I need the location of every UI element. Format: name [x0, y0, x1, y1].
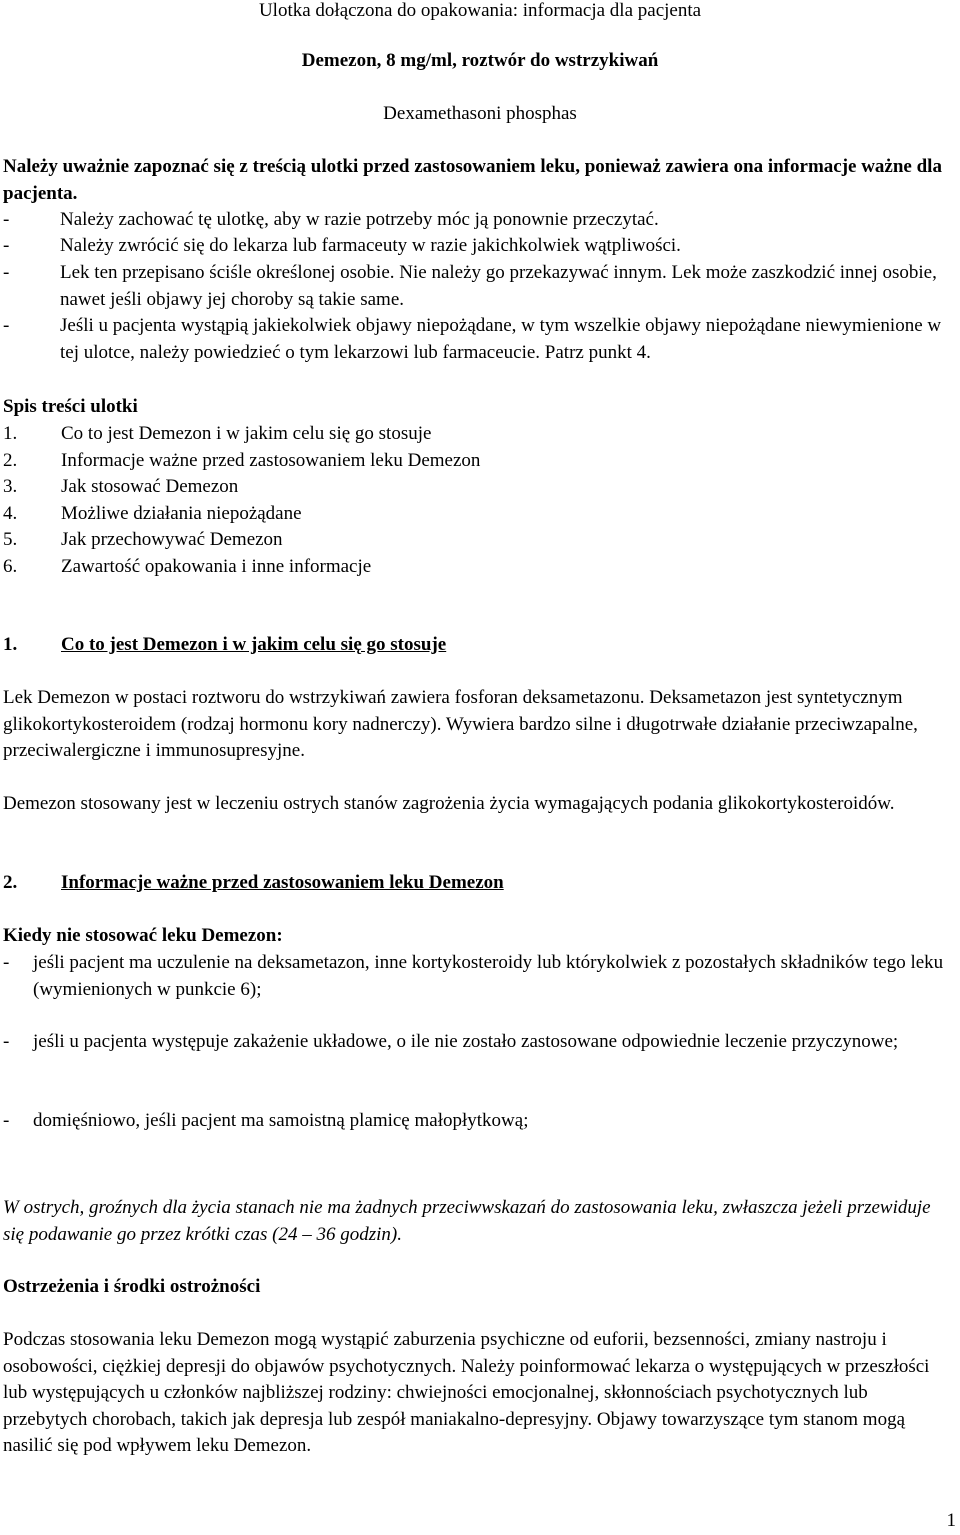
toc-item-number: 3.	[3, 476, 18, 497]
italic-note: W ostrych, groźnych dla życia stanach nie ma żadnych przeciwwskazań do zastosowania leku, zwłaszcza jeżeli przewiduje się podawanie go przez krótki czas (24 – 36 godzin).	[3, 1197, 931, 1245]
toc-item-label: Możliwe działania niepożądane	[61, 502, 302, 524]
toc-item-number: 5.	[3, 529, 18, 550]
toc-item-label: Zawartość opakowania i inne informacje	[61, 555, 372, 577]
section-number: 2.	[3, 872, 18, 893]
toc-item-label: Jak stosować Demezon	[61, 476, 239, 497]
intro-bullet-1	[3, 207, 959, 234]
toc-item-number: 2.	[3, 449, 18, 471]
toc-item[interactable]	[3, 474, 480, 501]
dash-marker: -	[3, 315, 10, 336]
product-name: Demezon, 8 mg/ml, roztwór do wstrzykiwań	[301, 50, 659, 71]
toc-item[interactable]	[3, 448, 480, 475]
dash-marker: -	[3, 262, 10, 283]
section-title: Informacje ważne przed zastosowaniem leku Demezon	[61, 872, 504, 893]
contraindication-text: jeśli u pacjenta występuje zakażenie układowe, o ile nie zostało zastosowane odpowiednie leczenie przyczynowe;	[33, 1031, 899, 1052]
warnings-paragraph: Podczas stosowania leku Demezon mogą wystąpić zaburzenia psychiczne od euforii, bezsenności, zmiany nastroju i osobowości, ciężkiej depresji do objawów psychotycznych. Należy poinformować lekarza o występujących w przeszłości lub występujących u członków najbliższej rodziny: chwiejności emocjonalnej, skłonnościach psychotycznych lub przebytych chorobach, takich jak depresja lub zespół maniakalno-depresyjny. Objawy towarzyszące tym stanom mogą nasilić się pod wpływem leku Demezon.	[3, 1329, 930, 1456]
section-1-heading	[3, 632, 446, 659]
section-title: Co to jest Demezon i w jakim celu się go stosuje	[61, 634, 447, 655]
toc-item-label: Co to jest Demezon i w jakim celu się go stosuje	[61, 423, 432, 444]
dash-marker: -	[3, 235, 10, 256]
section-2-heading	[3, 870, 504, 897]
contraindications-title: Kiedy nie stosować leku Demezon:	[3, 925, 283, 946]
toc-item[interactable]	[3, 527, 480, 554]
page-number: 1	[946, 1510, 956, 1531]
intro-bullet-2	[3, 233, 959, 260]
intro-bullet-text: Należy zwrócić się do lekarza lub farmaceuty w razie jakichkolwiek wątpliwości.	[60, 235, 681, 256]
toc-item-number: 4.	[3, 502, 18, 524]
active-substance: Dexamethasoni phosphas	[383, 103, 577, 124]
toc-item[interactable]	[3, 501, 480, 528]
intro-lead: Należy uważnie zapoznać się z treścią ulotki przed zastosowaniem leku, ponieważ zawiera ona informacje ważne dla pacjenta.	[3, 156, 942, 204]
contraindication-1	[3, 950, 959, 1003]
toc-item[interactable]	[3, 554, 480, 581]
warnings-title: Ostrzeżenia i środki ostrożności	[3, 1276, 261, 1297]
leaflet-title: Ulotka dołączona do opakowania: informacja dla pacjenta	[258, 0, 702, 21]
intro-bullet-text: Należy zachować tę ulotkę, aby w razie potrzeby móc ją ponownie przeczytać.	[60, 209, 659, 230]
contraindication-text: domięśniowo, jeśli pacjent ma samoistną plamicę małopłytkową;	[33, 1110, 529, 1131]
contraindication-text: jeśli pacjent ma uczulenie na deksametazon, inne kortykosteroidy lub którykolwiek z pozostałych składników tego leku (wymienionych w punkcie 6);	[33, 952, 944, 1000]
section-1-para-2: Demezon stosowany jest w leczeniu ostrych stanów zagrożenia życia wymagających podania glikokortykosteroidów.	[3, 793, 895, 814]
intro-bullet-text: Jeśli u pacjenta wystąpią jakiekolwiek objawy niepożądane, w tym wszelkie objawy niepożądane niewymienione w tej ulotce, należy powiedzieć o tym lekarzowi lub farmaceucie. Patrz punkt 4.	[60, 315, 942, 363]
toc-item-label: Informacje ważne przed zastosowaniem leku Demezon	[61, 449, 481, 471]
dash-marker: -	[3, 952, 10, 973]
toc-title: Spis treści ulotki	[3, 396, 138, 417]
toc-list	[3, 421, 480, 580]
section-1-para-1: Lek Demezon w postaci roztworu do wstrzykiwań zawiera fosforan deksametazonu. Deksametazon jest syntetycznym glikokortykosteroidem (rodzaj hormonu kory nadnerczy). Wywiera bardzo silne i długotrwałe działanie przeciwzapalne, przeciwalergiczne i immunosupresyjne.	[3, 687, 918, 761]
dash-marker: -	[3, 1031, 10, 1052]
intro-bullet-3	[3, 260, 959, 313]
dash-marker: -	[3, 209, 10, 230]
toc-item[interactable]	[3, 421, 480, 448]
contraindication-3	[3, 1108, 959, 1135]
section-number: 1.	[3, 634, 18, 655]
intro-bullet-4	[3, 313, 959, 366]
toc-item-number: 6.	[3, 555, 18, 577]
intro-bullet-text: Lek ten przepisano ściśle określonej osobie. Nie należy go przekazywać innym. Lek może zaszkodzić innej osobie, nawet jeśli objawy jej choroby są takie same.	[60, 262, 937, 310]
dash-marker: -	[3, 1110, 10, 1131]
toc-item-label: Jak przechowywać Demezon	[61, 529, 283, 550]
toc-item-number: 1.	[3, 423, 18, 444]
contraindication-2	[3, 1029, 959, 1056]
